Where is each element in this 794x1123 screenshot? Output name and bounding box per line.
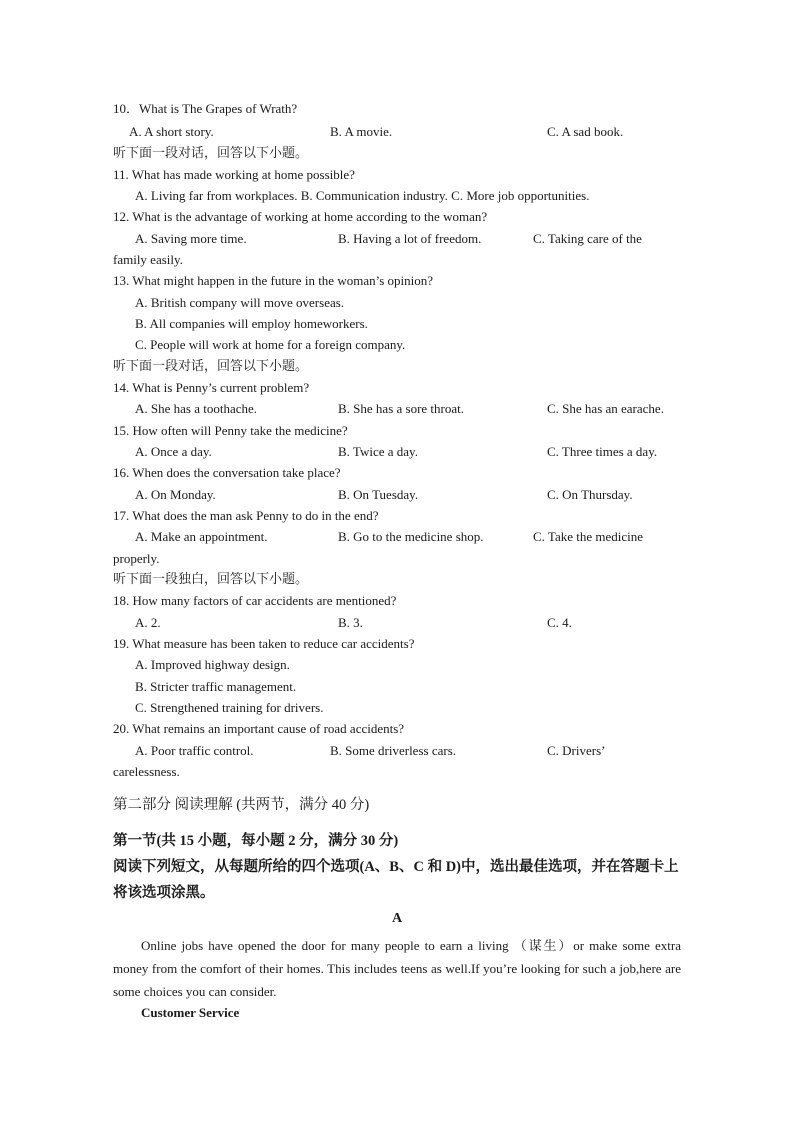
q20-option-c-continued: carelessness. (113, 764, 180, 779)
q10-option-a: A. A short story. (129, 124, 214, 139)
q20-option-a: A. Poor traffic control. (135, 743, 254, 758)
q10-option-b: B. A movie. (330, 124, 393, 139)
listening-instruction: 听下面一段对话，回答以下小题。 (113, 145, 309, 160)
q18-option-b: B. 3. (338, 615, 363, 630)
question-14: 14. What is Penny’s current problem? (113, 380, 310, 395)
q17-option-a: A. Make an appointment. (135, 529, 268, 544)
q13-option-a: A. British company will move overseas. (135, 295, 345, 310)
q11-options: A. Living far from workplaces. B. Communication industry. C. More job opportunities. (135, 188, 590, 203)
q14-option-a: A. She has a toothache. (135, 401, 258, 416)
q17-option-c: C. Take the medicine (533, 529, 644, 544)
q15-option-c: C. Three times a day. (547, 444, 658, 459)
q16-option-c: C. On Thursday. (547, 487, 633, 502)
q19-option-b: B. Stricter traffic management. (135, 679, 297, 694)
q12-option-c: C. Taking care of the (533, 231, 642, 246)
question-10: 10．What is The Grapes of Wrath? (113, 101, 298, 116)
listening-instruction: 听下面一段对话，回答以下小题。 (113, 358, 309, 373)
question-16: 16. When does the conversation take place? (113, 465, 341, 480)
question-12: 12. What is the advantage of working at home according to the woman? (113, 209, 488, 224)
question-17: 17. What does the man ask Penny to do in the end? (113, 508, 379, 523)
q20-option-c: C. Drivers’ (547, 743, 606, 758)
q14-option-b: B. She has a sore throat. (338, 401, 465, 416)
passage-subheading: Customer Service (141, 1005, 240, 1020)
question-20: 20. What remains an important cause of road accidents? (113, 721, 405, 736)
reading-instruction-line-2: 将该选项涂黑。 (113, 885, 215, 901)
question-18: 18. How many factors of car accidents are mentioned? (113, 593, 397, 608)
q14-option-c: C. She has an earache. (547, 401, 664, 416)
q19-option-c: C. Strengthened training for drivers. (135, 700, 324, 715)
q13-option-c: C. People will work at home for a foreign company. (135, 337, 406, 352)
q10-option-c: C. A sad book. (547, 124, 624, 139)
listening-instruction: 听下面一段独白，回答以下小题。 (113, 571, 309, 586)
q16-option-a: A. On Monday. (135, 487, 216, 502)
reading-instruction-line-1: 阅读下列短文，从每题所给的四个选项(A、B、C 和 D)中，选出最佳选项，并在答题卡上 (113, 859, 679, 875)
q19-option-a: A. Improved highway design. (135, 657, 290, 672)
q18-option-a: A. 2. (135, 615, 161, 630)
question-19: 19. What measure has been taken to reduce car accidents? (113, 636, 415, 651)
part-two-heading: 第二部分 阅读理解 (共两节，满分 40 分) (113, 797, 370, 813)
q12-option-a: A. Saving more time. (135, 231, 247, 246)
question-11: 11. What has made working at home possible? (113, 167, 355, 182)
q12-option-b: B. Having a lot of freedom. (338, 231, 482, 246)
q17-option-c-continued: properly. (113, 551, 160, 566)
q17-option-b: B. Go to the medicine shop. (338, 529, 484, 544)
q13-option-b: B. All companies will employ homeworkers. (135, 316, 368, 331)
q15-option-b: B. Twice a day. (338, 444, 418, 459)
q16-option-b: B. On Tuesday. (338, 487, 419, 502)
q18-option-c: C. 4. (547, 615, 572, 630)
q12-option-c-continued: family easily. (113, 252, 183, 267)
question-15: 15. How often will Penny take the medicine? (113, 423, 348, 438)
q20-option-b: B. Some driverless cars. (330, 743, 457, 758)
question-13: 13. What might happen in the future in the woman’s opinion? (113, 273, 434, 288)
passage-label: A (391, 911, 403, 926)
q15-option-a: A. Once a day. (135, 444, 212, 459)
section-one-heading: 第一节(共 15 小题，每小题 2 分，满分 30 分) (113, 833, 399, 849)
passage-paragraph: Online jobs have opened the door for many people to earn a living （谋生）or make some extra money from the comfort of their homes. This includes teens as well.If you’re looking for such a job,here are some choices you can consider. (113, 938, 681, 999)
